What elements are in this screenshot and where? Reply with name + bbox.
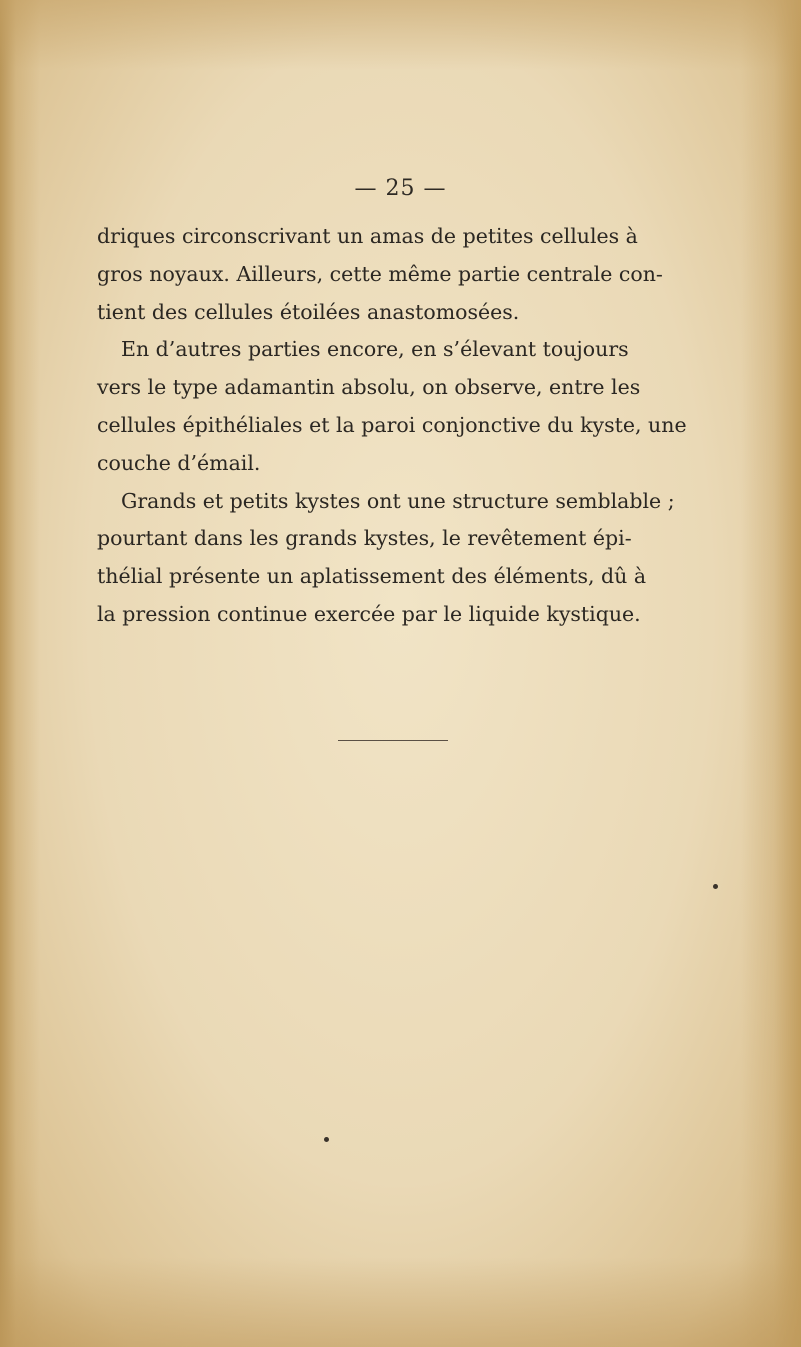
text-line: gros noyaux. Ailleurs, cette même partie centrale con- — [97, 261, 663, 286]
page-edge-shadow-bottom — [0, 1257, 801, 1347]
text-line: la pression continue exercée par le liquide kystique. — [97, 601, 641, 626]
text-line: Grands et petits kystes ont une structure semblable ; — [121, 488, 675, 513]
page-edge-shadow-top — [0, 0, 801, 70]
paper-speck — [713, 884, 718, 889]
text-line: couche d’émail. — [97, 450, 261, 475]
page-edge-shadow-left — [0, 0, 40, 1347]
text-line: tient des cellules étoilées anastomosées. — [97, 299, 520, 324]
paper-speck — [324, 1137, 329, 1142]
text-line: thélial présente un aplatissement des éléments, dû à — [97, 564, 647, 589]
text-line: cellules épithéliales et la paroi conjonctive du kyste, une — [97, 412, 687, 437]
page-edge-shadow-right — [741, 0, 801, 1347]
text-line: driques circonscrivant un amas de petites cellules à — [97, 224, 638, 248]
paragraph-1 — [97, 218, 663, 331]
paragraph-3 — [97, 483, 675, 634]
paragraph-2 — [97, 331, 687, 482]
text-line: En d’autres parties encore, en s’élevant toujours — [121, 337, 629, 362]
text-line: pourtant dans les grands kystes, le revêtement épi- — [97, 526, 632, 551]
text-line: vers le type adamantin absolu, on observe, entre les — [97, 375, 641, 400]
body-text — [97, 218, 687, 634]
page-number: — 25 — — [354, 176, 447, 201]
section-end-rule — [338, 740, 448, 741]
